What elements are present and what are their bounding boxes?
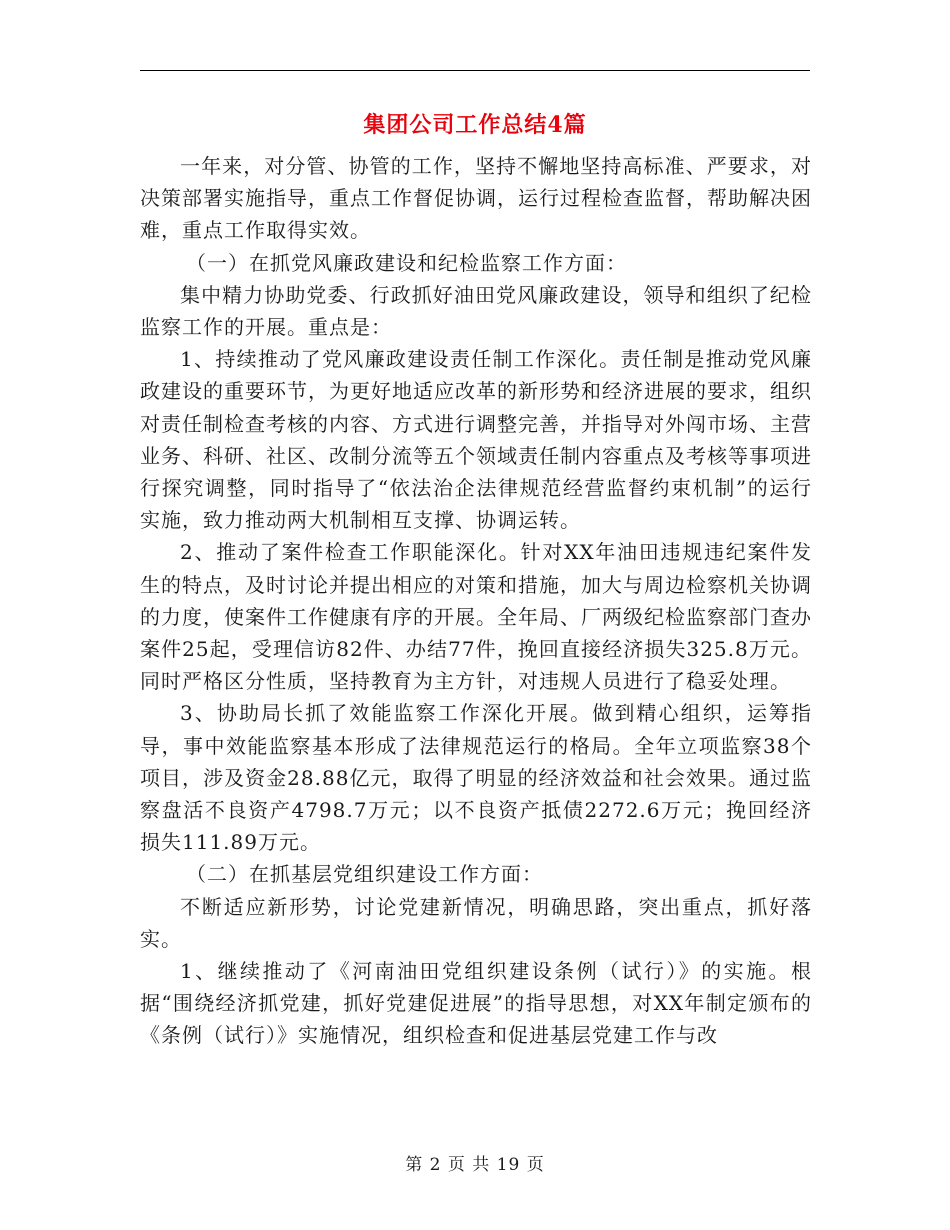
paragraph: 2、推动了案件检查工作职能深化。针对XX年油田违规违纪案件发生的特点，及时讨论并提出相应的对策和措施，加大与周边检察机关协调的力度，使案件工作健康有序的开展。全年局、厂两级纪检监察部门查办案件25起，受理信访82件、办结77件，挽回直接经济损失325.8万元。同时严格区分性质，坚持教育为主方针，对违规人员进行了稳妥处理。 — [140, 540, 812, 694]
paragraph: 1、继续推动了《河南油田党组织建设条例（试行）》的实施。根据“围绕经济抓党建，抓好党建促进展”的指导思想，对XX年制定颁布的《条例（试行）》实施情况，组织检查和促进基层党建工作与改 — [140, 959, 812, 1048]
paragraph-intro: 一年来，对分管、协管的工作，坚持不懈地坚持高标准、严要求，对决策部署实施指导，重点工作督促协调，运行过程检查监督，帮助解决困难，重点工作取得实效。 — [140, 154, 812, 243]
section-heading-1: （一）在抓党风廉政建设和纪检监察工作方面： — [186, 250, 627, 275]
document-title: 集团公司工作总结4篇 — [363, 112, 587, 138]
paragraph: 不断适应新形势，讨论党建新情况，明确思路，突出重点，抓好落实。 — [140, 894, 812, 951]
document-body — [140, 150, 812, 1052]
paragraph: 1、持续推动了党风廉政建设责任制工作深化。责任制是推动党风廉政建设的重要环节，为更好地适应改革的新形势和经济进展的要求，组织对责任制检查考核的内容、方式进行调整完善，并指导对外闯市场、主营业务、科研、社区、改制分流等五个领域责任制内容重点及考核等事项进行探究调整，同时指导了“依法治企法律规范经营监督约束机制”的运行实施，致力推动两大机制相互支撑、协调运转。 — [140, 347, 812, 533]
section-heading-2: （二）在抓基层党组织建设工作方面： — [186, 862, 543, 887]
paragraph: 3、协助局长抓了效能监察工作深化开展。做到精心组织，运筹指导，事中效能监察基本形成了法律规范运行的格局。全年立项监察38个项目，涉及资金28.88亿元，取得了明显的经济效益和社会效果。通过监察盘活不良资产4798.7万元；以不良资产抵债2272.6万元；挽回经济损失111.89万元。 — [140, 701, 812, 855]
header-rule — [140, 70, 810, 71]
page-footer: 第 2 页 共 19 页 — [405, 1155, 545, 1175]
paragraph: 集中精力协助党委、行政抓好油田党风廉政建设，领导和组织了纪检监察工作的开展。重点是： — [140, 282, 812, 340]
